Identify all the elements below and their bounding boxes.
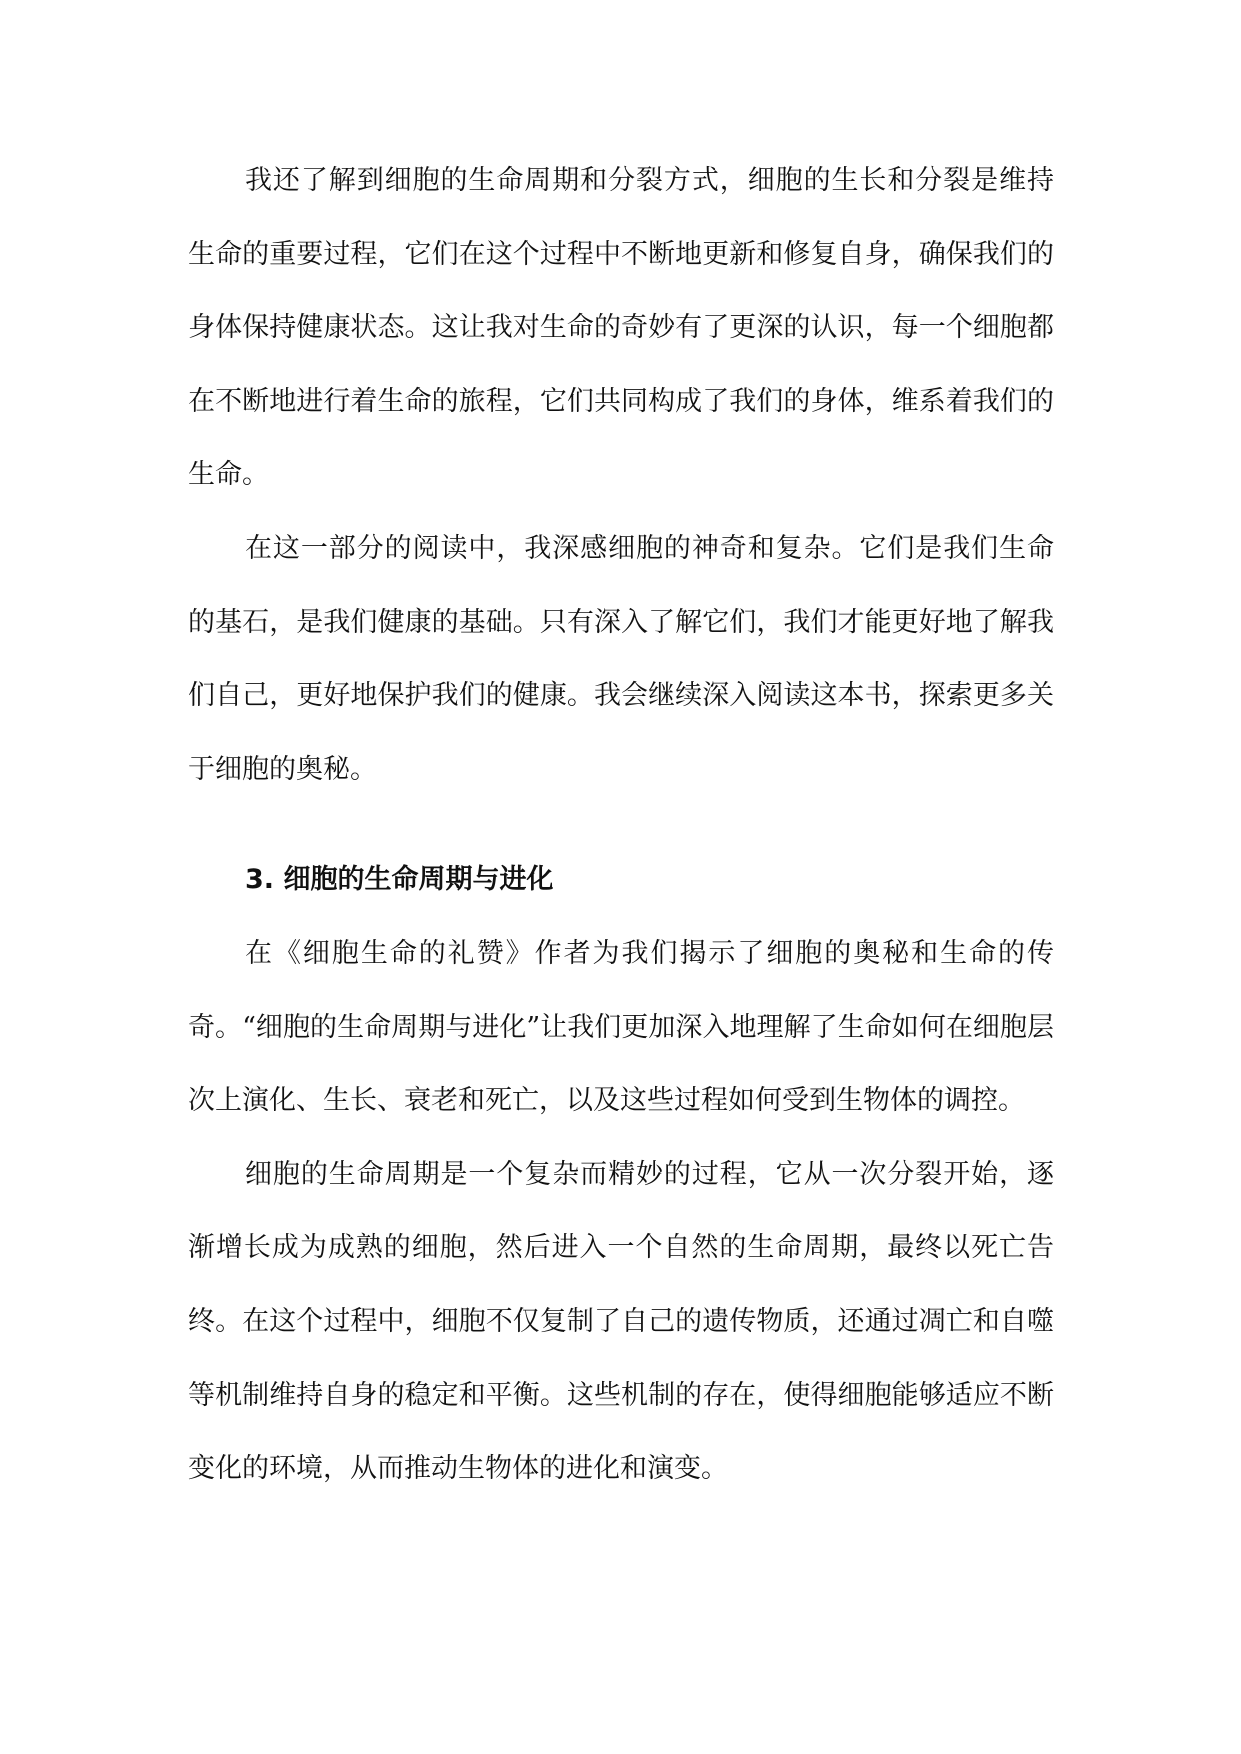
paragraph-book-intro: 在《细胞生命的礼赞》作者为我们揭示了细胞的奥秘和生命的传奇。“细胞的生命周期与进化”让我们更加深入地理解了生命如何在细胞层次上演化、生长、衰老和死亡，以及这些过程如何受到生物体的调控。: [188, 937, 1054, 1117]
section-spacer: [188, 806, 1054, 843]
paragraph-reading-reflection: 在这一部分的阅读中，我深感细胞的神奇和复杂。它们是我们生命的基石，是我们健康的基础。只有深入了解它们，我们才能更好地了解我们自己，更好地保护我们的健康。我会继续深入阅读这本书，探索更多关于细胞的奥秘。: [188, 532, 1054, 785]
paragraph-life-cycle-process: 细胞的生命周期是一个复杂而精妙的过程，它从一次分裂开始，逐渐增长成为成熟的细胞，然后进入一个自然的生命周期，最终以死亡告终。在这个过程中，细胞不仅复制了自己的遗传物质，还通过凋亡和自噬等机制维持自身的稳定和平衡。这些机制的存在，使得细胞能够适应不断变化的环境，从而推动生物体的进化和演变。: [188, 1158, 1054, 1485]
document-body: [188, 144, 1054, 1506]
section-heading: 3. 细胞的生命周期与进化: [245, 864, 554, 896]
paragraph-cell-cycle-division: 我还了解到细胞的生命周期和分裂方式，细胞的生长和分裂是维持生命的重要过程，它们在这个过程中不断地更新和修复自身，确保我们的身体保持健康状态。这让我对生命的奇妙有了更深的认识，每一个细胞都在不断地进行着生命的旅程，它们共同构成了我们的身体，维系着我们的生命。: [188, 165, 1054, 491]
